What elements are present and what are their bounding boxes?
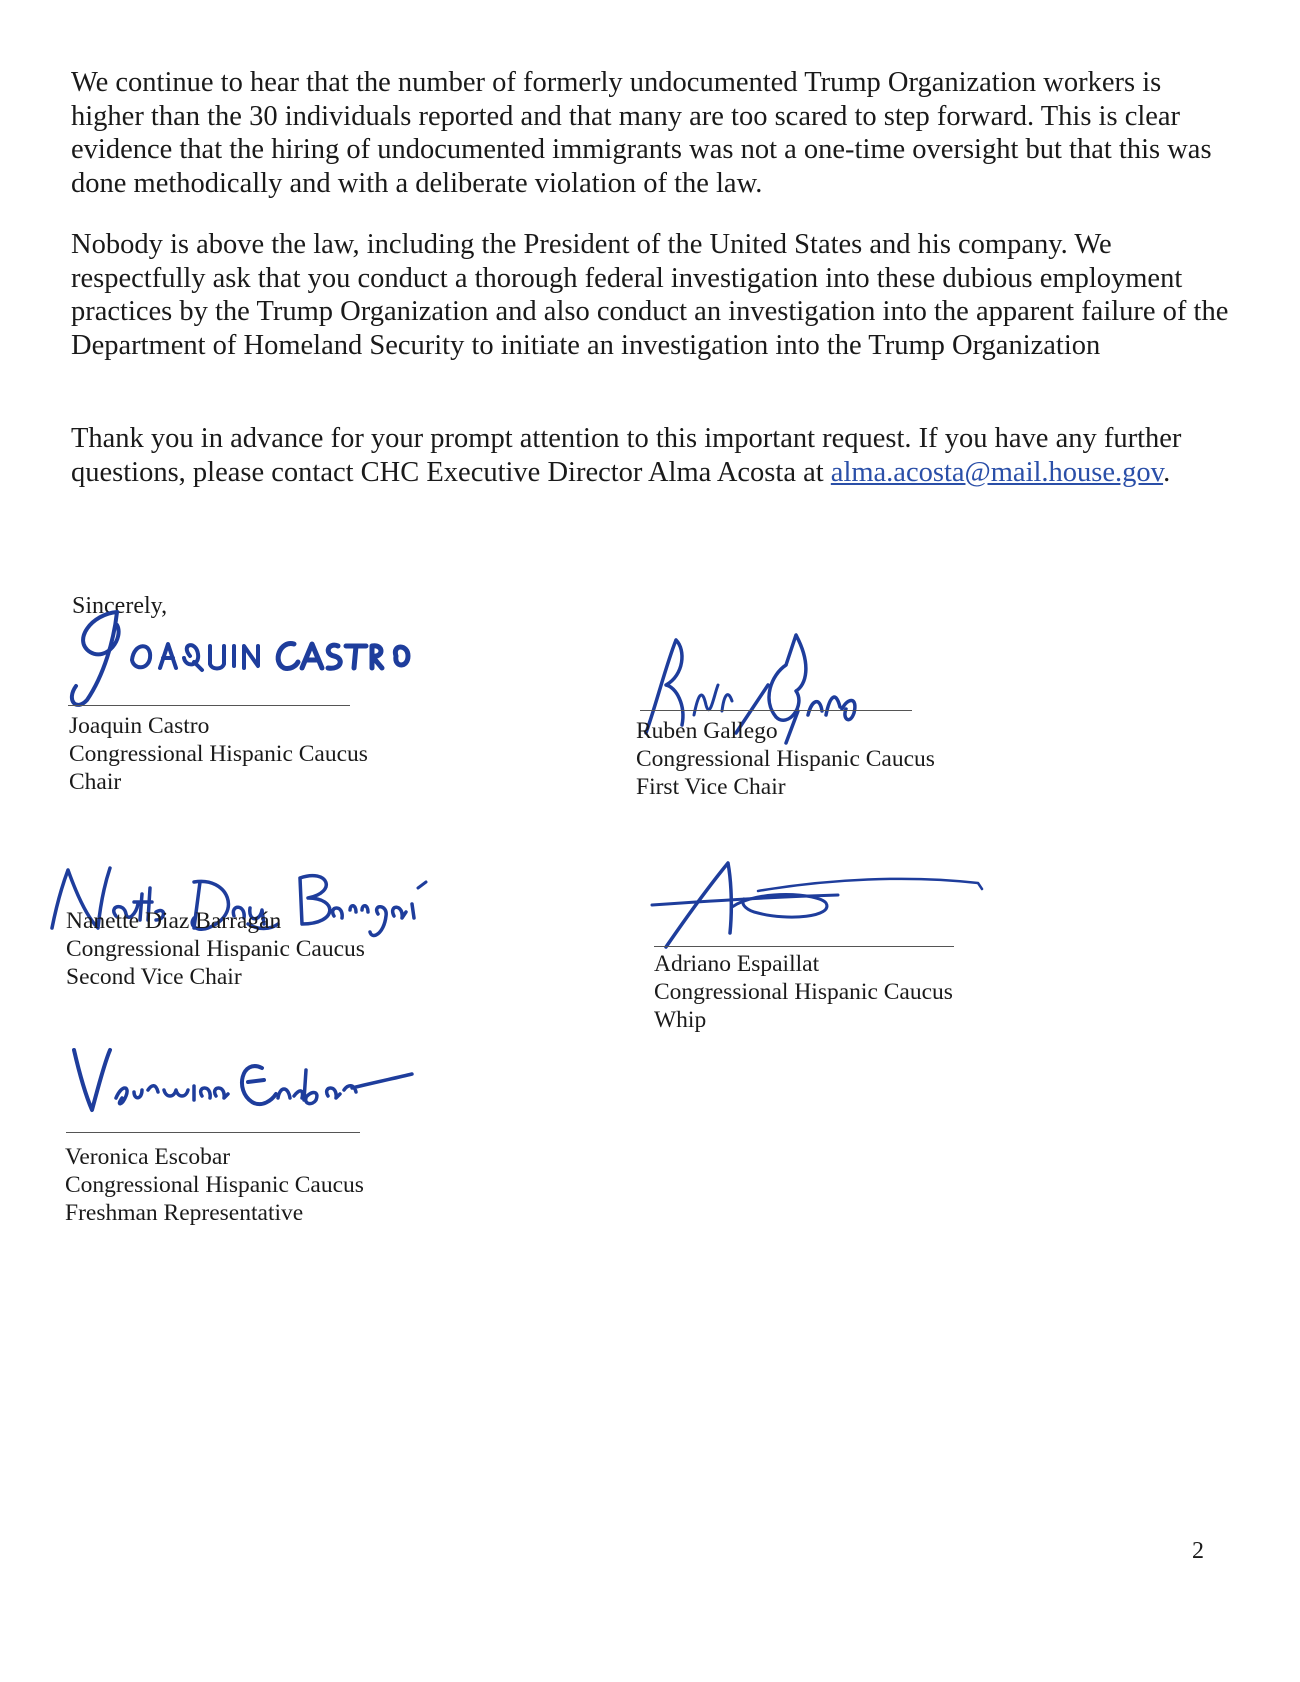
signatory-role: Chair [69, 769, 122, 795]
signature-line-espaillat [654, 946, 954, 947]
signature-line-escobar [66, 1132, 360, 1133]
signature-line-castro [68, 705, 350, 706]
signatory-escobar [65, 1143, 364, 1227]
signatory-name: Ruben Gallego [636, 718, 778, 744]
paragraph-undocumented-workers: We continue to hear that the number of formerly undocumented Trump Organization workers is higher than the 30 individuals reported and that many are too scared to step forward. This is clear evidence that the hiring of undocumented immigrants was not a one-time oversight but that this was done methodically and with a deliberate violation of the law. [71, 67, 1212, 199]
signatory-castro [69, 712, 368, 796]
signatory-organization: Congressional Hispanic Caucus [636, 746, 935, 772]
page-number: 2 [1192, 1538, 1204, 1564]
signatory-role: Freshman Representative [65, 1200, 304, 1226]
closing-period: . [1163, 456, 1171, 488]
paragraph-investigation-request: Nobody is above the law, including the President of the United States and his company. We respectfully ask that you conduct a thorough federal investigation into these dubious employment practices by the Trump Organization and also conduct an investigation into the apparent failure of the Department of Homeland Security to initiate an investigation into the Trump Organization [71, 229, 1229, 361]
signatory-gallego [636, 717, 935, 801]
signatory-barragan [66, 907, 365, 991]
signature-veronica-escobar [66, 1040, 416, 1120]
signatory-name: Joaquin Castro [69, 713, 210, 739]
signature-adriano-espaillat [648, 855, 988, 955]
signatory-organization: Congressional Hispanic Caucus [65, 1172, 364, 1198]
signatory-role: Second Vice Chair [66, 964, 242, 990]
signatory-name: Adriano Espaillat [654, 951, 820, 977]
signature-line-gallego [640, 710, 912, 711]
signatory-espaillat [654, 950, 953, 1034]
signatory-name: Veronica Escobar [65, 1144, 231, 1170]
signatory-organization: Congressional Hispanic Caucus [654, 979, 953, 1005]
signatory-name: Nanette Diaz Barragán [66, 908, 282, 934]
signatory-organization: Congressional Hispanic Caucus [69, 741, 368, 767]
closing-text: Thank you in advance for your prompt attention to this important request. If you have any further questions, please contact CHC Executive Director Alma Acosta at [71, 423, 1182, 488]
sign-off: Sincerely, [72, 593, 168, 619]
signatory-organization: Congressional Hispanic Caucus [66, 936, 365, 962]
signatory-role: First Vice Chair [636, 774, 786, 800]
paragraph-closing [71, 422, 1231, 489]
signature-joaquin-castro [62, 600, 392, 715]
contact-email-link[interactable]: alma.acosta@mail.house.gov [830, 456, 1164, 488]
signatory-role: Whip [654, 1007, 707, 1033]
